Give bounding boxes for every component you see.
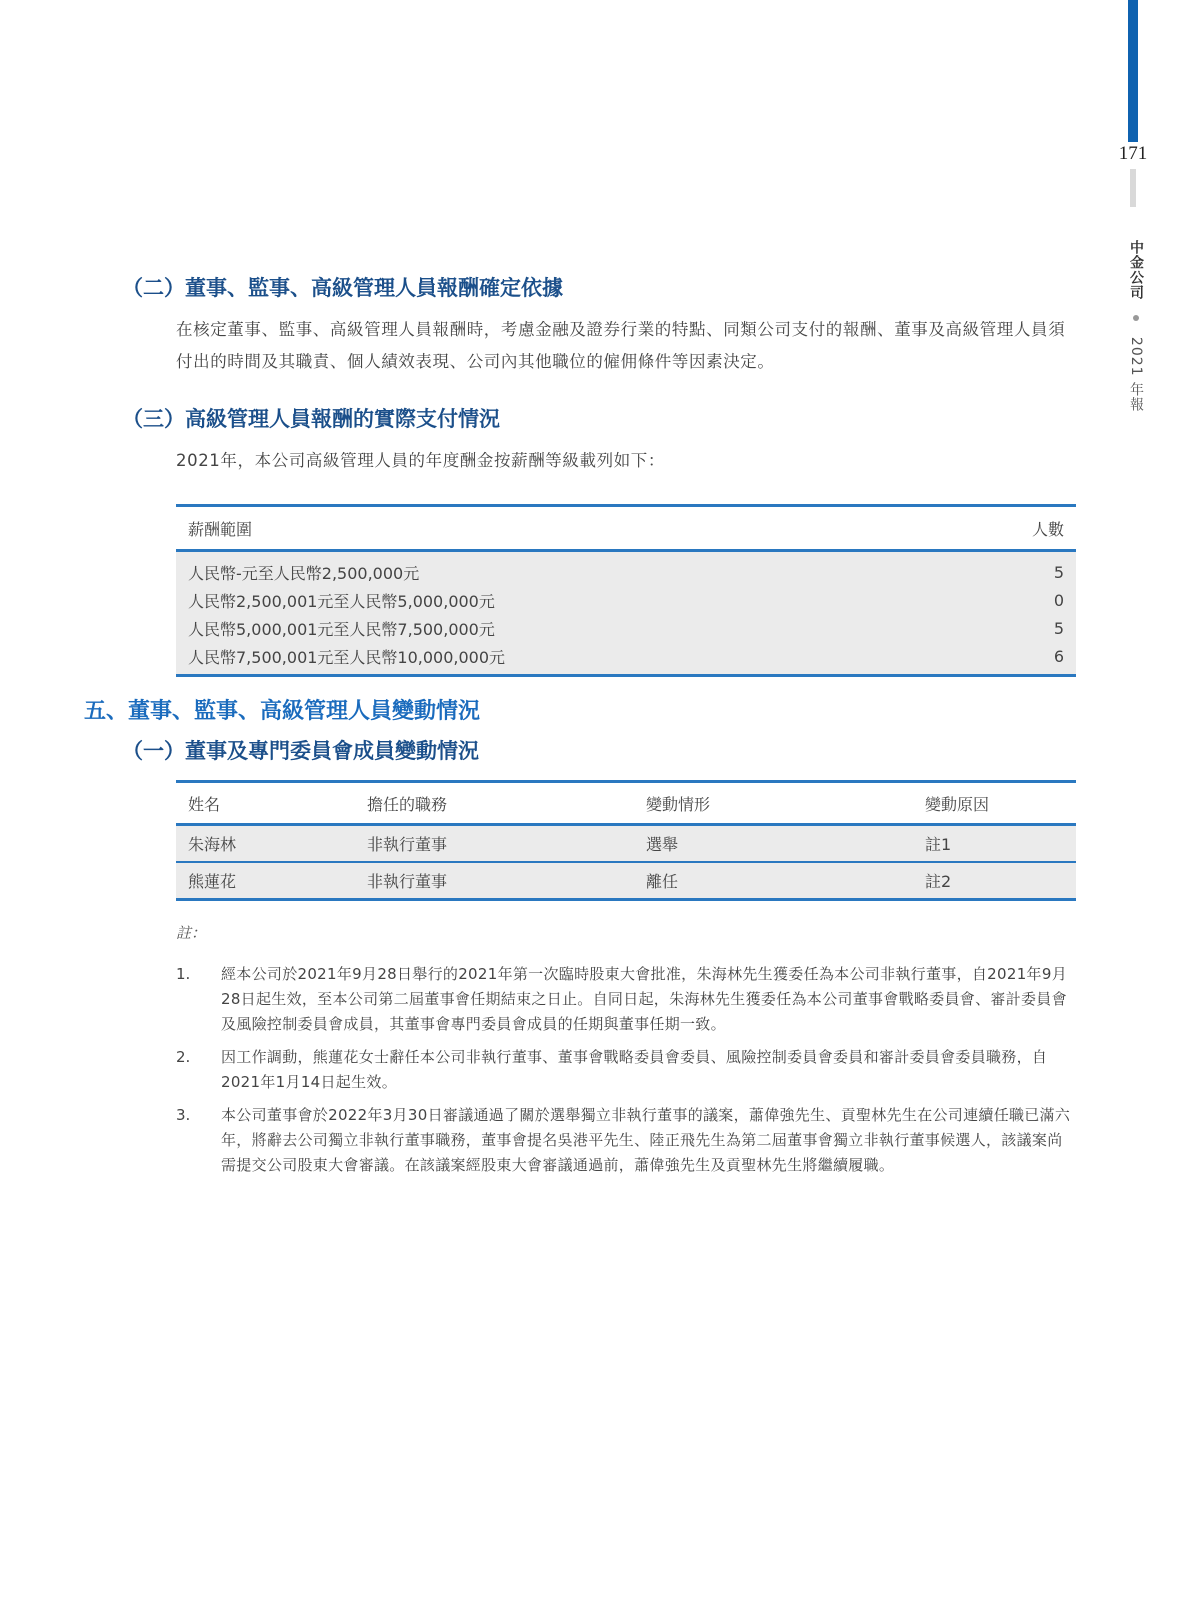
count-cell: 5	[1053, 562, 1064, 582]
section-5-1-heading: （一）董事及專門委員會成員變動情況	[122, 739, 479, 763]
table-row	[176, 825, 1076, 863]
page-number: 171	[1118, 143, 1148, 164]
name-cell: 熊蓮花	[176, 862, 355, 900]
separator-dot-icon	[1133, 315, 1139, 321]
salary-range-table	[176, 504, 1076, 677]
salary-range-cell: 人民幣2,500,001元至人民幣5,000,000元	[188, 591, 495, 611]
column-header-range: 薪酬範圍	[188, 519, 253, 539]
note-text: 因工作調動，熊蓮花女士辭任本公司非執行董事、董事會戰略委員會委員、風險控制委員會委員和審計委員會委員職務，自2021年1月14日起生效。	[221, 1048, 1048, 1091]
position-cell: 非執行董事	[355, 862, 634, 900]
name-cell: 朱海林	[176, 825, 355, 863]
column-header-count: 人數	[1031, 519, 1064, 539]
count-cell: 6	[1053, 646, 1064, 666]
change-cell: 離任	[634, 862, 913, 900]
column-header-position: 擔任的職務	[367, 794, 448, 814]
table-row	[176, 862, 1076, 900]
company-name: 中金公司	[1128, 240, 1144, 300]
count-cell: 5	[1053, 618, 1064, 638]
note-number: 3.	[176, 1106, 191, 1124]
section-2-heading: （二）董事、監事、高級管理人員報酬確定依據	[122, 276, 563, 300]
section-2-paragraph: 在核定董事、監事、高級管理人員報酬時，考慮金融及證券行業的特點、同類公司支付的報酬、董事及高級管理人員須付出的時間及其職責、個人績效表現、公司內其他職位的僱佣條件等因素決定。	[176, 320, 1066, 371]
position-cell: 非執行董事	[355, 825, 634, 863]
column-header-change: 變動情形	[646, 794, 711, 814]
note-text: 本公司董事會於2022年3月30日審議通過了關於選舉獨立非執行董事的議案，蕭偉強先生、貢聖林先生在公司連續任職已滿六年，將辭去公司獨立非執行董事職務，董事會提名吳港平先生、陸正飛先生為第二屆董事會獨立非執行董事候選人，該議案尚需提交公司股東大會審議。在該議案經股東大會審議通過前，蕭偉強先生及貢聖林先生將繼續履職。	[221, 1106, 1071, 1174]
table-row	[176, 614, 1076, 642]
report-title: 2021 年報	[1128, 336, 1144, 412]
side-accent-bar	[1128, 0, 1138, 142]
reason-cell: 註1	[913, 825, 1076, 863]
change-cell: 選舉	[634, 825, 913, 863]
running-header	[1120, 240, 1146, 412]
table-header-row	[176, 782, 1076, 825]
column-header-reason: 變動原因	[925, 794, 990, 814]
table-row	[176, 551, 1076, 587]
note-number: 1.	[176, 965, 191, 983]
note-number: 2.	[176, 1048, 191, 1066]
salary-range-cell: 人民幣5,000,001元至人民幣7,500,000元	[188, 619, 495, 639]
section-3-heading: （三）高級管理人員報酬的實際支付情況	[122, 407, 500, 431]
column-header-name: 姓名	[188, 794, 221, 814]
note-text: 經本公司於2021年9月28日舉行的2021年第一次臨時股東大會批准，朱海林先生獲委任為本公司非執行董事，自2021年9月28日起生效，至本公司第二屆董事會任期結束之日止。自同日起，朱海林先生獲委任為本公司董事會戰略委員會、審計委員會及風險控制委員會成員，其董事會專門委員會成員的任期與董事任期一致。	[221, 965, 1067, 1033]
notes-label: 註：	[176, 924, 207, 942]
salary-range-cell: 人民幣-元至人民幣2,500,000元	[188, 563, 420, 583]
table-row	[176, 586, 1076, 614]
count-cell: 0	[1053, 590, 1064, 610]
director-changes-table	[176, 780, 1076, 901]
salary-range-cell: 人民幣7,500,001元至人民幣10,000,000元	[188, 647, 506, 667]
reason-cell: 註2	[913, 862, 1076, 900]
table-header-row	[176, 506, 1076, 551]
side-grey-bar	[1130, 169, 1136, 207]
table-row	[176, 642, 1076, 676]
section-5-heading: 五、董事、監事、高級管理人員變動情況	[84, 699, 481, 724]
section-3-paragraph: 2021年，本公司高級管理人員的年度酬金按薪酬等級載列如下：	[176, 451, 665, 470]
